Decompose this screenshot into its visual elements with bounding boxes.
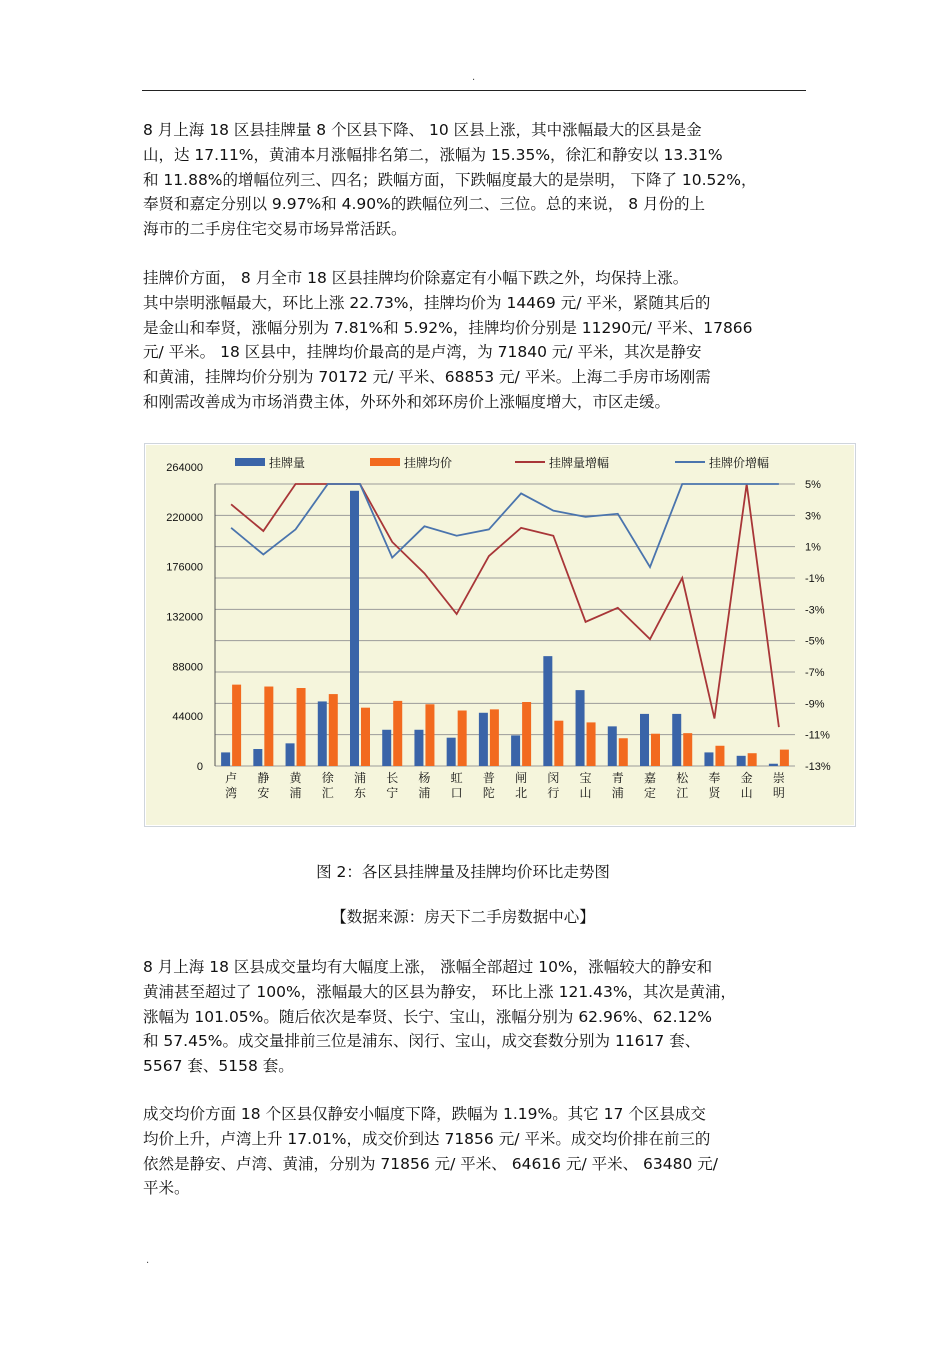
x-tick-label: 宝 <box>579 771 592 785</box>
y-tick-right: -3% <box>805 604 825 617</box>
bar-listing-volume <box>253 749 262 766</box>
bar-listing-volume <box>286 743 295 766</box>
bar-listing-price <box>780 750 789 766</box>
x-tick-label: 江 <box>676 786 689 800</box>
x-tick-label: 浦 <box>611 786 624 800</box>
bar-listing-volume <box>576 690 585 766</box>
bar-listing-price <box>554 721 563 766</box>
x-tick-label: 闵 <box>547 771 560 785</box>
y-tick-right: -11% <box>805 729 830 742</box>
bar-listing-volume <box>672 714 681 766</box>
y-tick-right: -13% <box>805 761 831 773</box>
bar-listing-volume <box>737 756 746 766</box>
paragraph-deal-volume: 8 月上海 18 区县成交量均有大幅度上涨， 涨幅全部超过 10%，涨幅较大的静安和 黄浦甚至超过了 100%，涨幅最大的区县为静安， 环比上涨 121.43%，其次是黄浦， 涨幅为 101.05%。随后依次是奉贤、长宁、宝山，涨幅分别为 62.96%、62.12% 和 57.45%。成交量排前三位是浦东、闵行、宝山，成交套数分别为 11617 套、 5567 套、5158 套。 <box>143 958 737 1076</box>
bar-listing-price <box>490 709 499 766</box>
y-tick-right: -1% <box>805 573 825 585</box>
bar-listing-volume <box>318 701 327 766</box>
x-tick-label: 山 <box>740 786 753 800</box>
bar-listing-volume <box>479 713 488 766</box>
y-tick-right: 3% <box>805 510 821 523</box>
bar-listing-volume <box>447 738 456 766</box>
legend-label: 挂牌价增幅 <box>709 456 770 470</box>
legend-label: 挂牌量 <box>269 456 306 470</box>
bar-listing-volume <box>221 752 230 766</box>
combo-chart <box>145 444 855 826</box>
bar-listing-volume <box>350 491 359 766</box>
x-tick-label: 奉 <box>708 771 721 785</box>
bar-listing-price <box>619 738 628 766</box>
y-tick-right: -9% <box>805 698 825 711</box>
x-tick-label: 山 <box>579 786 592 800</box>
legend-swatch <box>235 458 265 466</box>
footer-mark: . <box>146 1255 150 1266</box>
bar-listing-price <box>297 688 306 766</box>
x-tick-label: 金 <box>740 771 753 785</box>
x-tick-label: 长 <box>386 771 399 785</box>
y-tick-left: 132000 <box>166 611 203 624</box>
x-tick-label: 青 <box>611 771 624 785</box>
x-tick-label: 黄 <box>289 771 302 785</box>
x-tick-label: 卢 <box>225 771 238 785</box>
y-tick-right: 5% <box>805 479 821 491</box>
bar-listing-price <box>522 702 531 766</box>
x-tick-label: 湾 <box>225 786 238 800</box>
y-tick-right: 1% <box>805 541 821 554</box>
figure-source: 【数据来源：房天下二手房数据中心】 <box>331 908 595 926</box>
header-mark: . <box>472 72 476 83</box>
x-tick-label: 东 <box>353 786 367 800</box>
bar-listing-price <box>458 711 467 766</box>
x-tick-label: 陀 <box>482 786 495 800</box>
legend-label: 挂牌量增幅 <box>549 456 610 470</box>
y-tick-left: 176000 <box>166 561 203 574</box>
figure-caption: 图 2：各区县挂牌量及挂牌均价环比走势图 <box>316 863 610 881</box>
x-tick-label: 静 <box>257 771 270 785</box>
x-tick-label: 松 <box>676 771 689 785</box>
bar-listing-volume <box>511 735 520 766</box>
y-tick-right: -5% <box>805 635 825 648</box>
x-tick-label: 嘉 <box>643 771 657 785</box>
x-tick-label: 安 <box>257 786 270 800</box>
x-tick-label: 浦 <box>353 771 367 785</box>
y-tick-left: 0 <box>196 761 203 773</box>
x-tick-label: 汇 <box>321 786 334 800</box>
bar-listing-volume <box>769 764 778 766</box>
bar-listing-volume <box>640 714 649 766</box>
bar-listing-price <box>587 722 596 766</box>
bar-listing-price <box>715 746 724 766</box>
bar-listing-volume <box>543 656 552 766</box>
bar-listing-price <box>651 734 660 766</box>
legend-label: 挂牌均价 <box>404 456 453 470</box>
bar-listing-price <box>425 704 434 766</box>
bar-listing-volume <box>704 752 713 766</box>
paragraph-listing-price: 挂牌价方面， 8 月全市 18 区县挂牌均价除嘉定有小幅下跌之外，均保持上涨。 其中崇明涨幅最大，环比上涨 22.73%，挂牌均价为 14469 元/ 平米，紧随其后的 是金山和奉贤，涨幅分别为 7.81%和 5.92%，挂牌均价分别是 11290元/ 平米、17866 元/ 平米。 18 区县中，挂牌均价最高的是卢湾，为 71840 元/ 平米，其次是静安 和黄浦，挂牌均价分别为 70172 元/ 平米、68853 元/ 平米。上海二手房市场刚需 和刚需改善成为市场消费主体，外环外和郊环房价上涨幅度增大，市区走缓。 <box>143 269 753 411</box>
x-tick-label: 定 <box>643 786 657 800</box>
bar-listing-price <box>683 733 692 766</box>
bar-listing-volume <box>608 726 617 766</box>
bar-listing-price <box>361 708 370 766</box>
bar-listing-price <box>329 694 338 766</box>
x-tick-label: 崇 <box>772 771 785 785</box>
y-tick-left: 88000 <box>172 661 203 674</box>
y-tick-left: 220000 <box>166 511 203 524</box>
bar-listing-volume <box>414 730 423 766</box>
bar-listing-price <box>748 753 757 766</box>
paragraph-listing-volume: 8 月上海 18 区县挂牌量 8 个区县下降、 10 区县上涨，其中涨幅最大的区县是金 山，达 17.11%，黄浦本月涨幅排名第二，涨幅为 15.35%，徐汇和静安以 13.31% 和 11.88%的增幅位列三、四名；跌幅方面，下跌幅度最大的是崇明， 下降了 10.52%， 奉贤和嘉定分别以 9.97%和 4.90%的跌幅位列二、三位。总的来说， 8 月份的上 海市的二手房住宅交易市场异常活跃。 <box>143 121 757 239</box>
x-tick-label: 浦 <box>289 786 302 800</box>
legend-swatch <box>370 458 400 466</box>
x-tick-label: 浦 <box>418 786 431 800</box>
y-tick-left: 264000 <box>166 462 203 474</box>
bar-listing-price <box>232 685 241 766</box>
y-tick-left: 44000 <box>172 711 203 724</box>
x-tick-label: 行 <box>547 786 560 800</box>
x-tick-label: 北 <box>515 786 528 800</box>
paragraph-deal-price: 成交均价方面 18 个区县仅静安小幅度下降，跌幅为 1.19%。其它 17 个区县成交 均价上升，卢湾上升 17.01%，成交价到达 71856 元/ 平米。成交均价排在前三的 依然是静安、卢湾、黄浦，分别为 71856 元/ 平米、 64616 元/ 平米、 63480 元/ 平米。 <box>143 1105 719 1198</box>
combo-chart-frame <box>144 443 856 827</box>
bar-listing-volume <box>382 730 391 766</box>
bar-listing-price <box>264 687 273 766</box>
y-tick-right: -7% <box>805 667 825 679</box>
x-tick-label: 徐 <box>321 771 334 785</box>
x-tick-label: 虹 <box>450 771 463 785</box>
x-tick-label: 明 <box>772 786 785 800</box>
x-tick-label: 闸 <box>515 771 528 785</box>
chart-background <box>146 445 854 825</box>
x-tick-label: 普 <box>482 771 495 785</box>
header-rule <box>142 90 806 91</box>
x-tick-label: 口 <box>450 786 463 800</box>
x-tick-label: 杨 <box>418 771 431 785</box>
bar-listing-price <box>393 701 402 766</box>
x-tick-label: 宁 <box>386 786 399 800</box>
x-tick-label: 贤 <box>708 786 721 800</box>
